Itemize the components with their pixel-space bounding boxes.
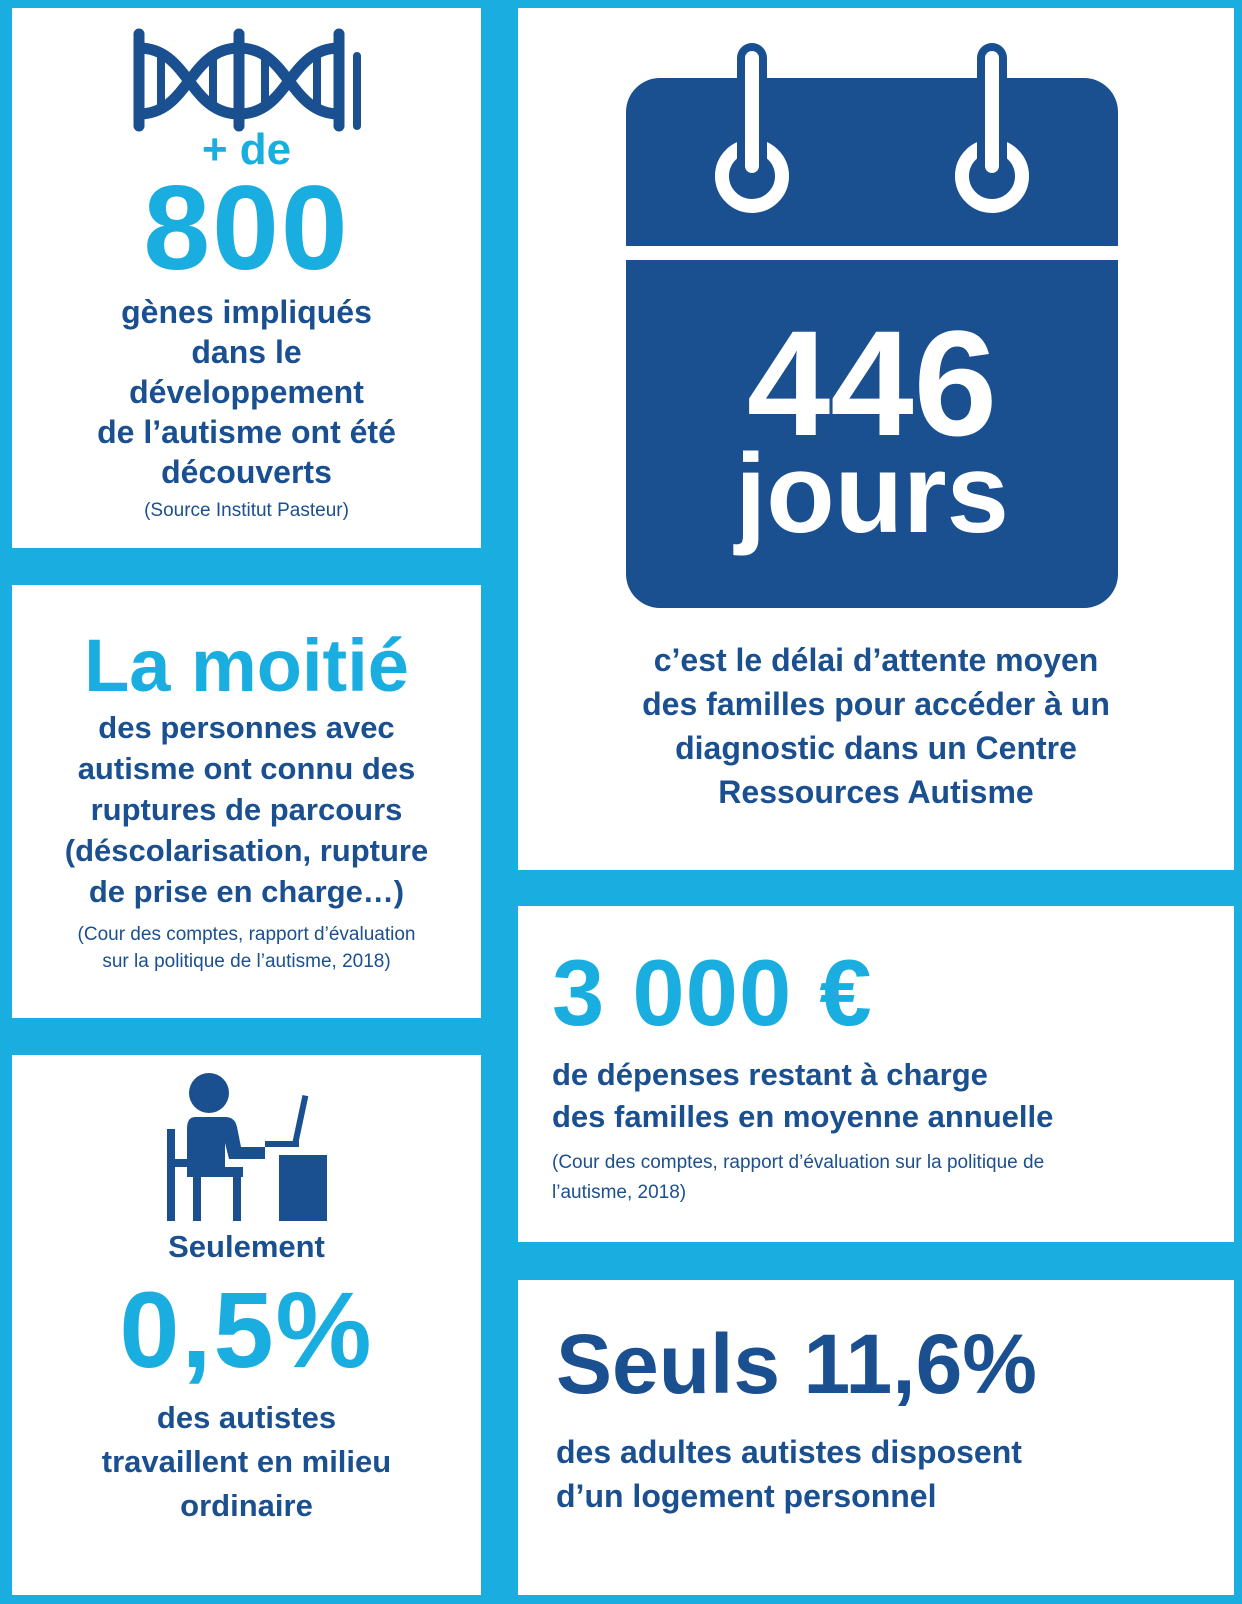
genes-source: (Source Institut Pasteur) xyxy=(144,500,349,521)
genes-card xyxy=(12,8,481,548)
housing-headline: Seuls 11,6% xyxy=(556,1317,1037,1411)
delay-card xyxy=(518,8,1234,870)
genes-value: 800 xyxy=(143,161,350,295)
housing-card xyxy=(518,1280,1234,1595)
delay-value: 446 xyxy=(746,299,998,467)
expenses-value: 3 000 € xyxy=(552,940,873,1045)
housing-text: des adultes autistes disposent d’un logement personnel xyxy=(556,1434,1022,1514)
half-card xyxy=(12,585,481,1018)
genes-text: gènes impliqués dans le développement de l’autisme ont été découverts xyxy=(97,294,396,490)
person-at-desk-icon xyxy=(167,1073,327,1223)
delay-text: c’est le délai d’attente moyen des familles pour accéder à un diagnostic dans un Centre Ressources Autisme xyxy=(642,642,1110,810)
expenses-card xyxy=(518,906,1234,1242)
half-source: (Cour des comptes, rapport d’évaluation sur la politique de l’autisme, 2018) xyxy=(77,924,416,972)
expenses-source: (Cour des comptes, rapport d’évaluation sur la politique de l’autisme, 2018) xyxy=(552,1152,1045,1203)
half-text: des personnes avec autisme ont connu des ruptures de parcours (déscolarisation, rupture de prise en charge…) xyxy=(64,710,429,909)
half-headline: La moitié xyxy=(84,624,409,707)
genes-prefix: + de xyxy=(201,125,292,174)
work-text: des autistes travaillent en milieu ordinaire xyxy=(101,1400,392,1523)
expenses-text: de dépenses restant à charge des familles en moyenne annuelle xyxy=(552,1057,1054,1134)
work-prefix: Seulement xyxy=(168,1229,325,1264)
work-value: 0,5% xyxy=(119,1269,374,1390)
delay-unit: jours xyxy=(735,431,1009,556)
work-card xyxy=(12,1055,481,1595)
dna-icon xyxy=(131,26,363,132)
